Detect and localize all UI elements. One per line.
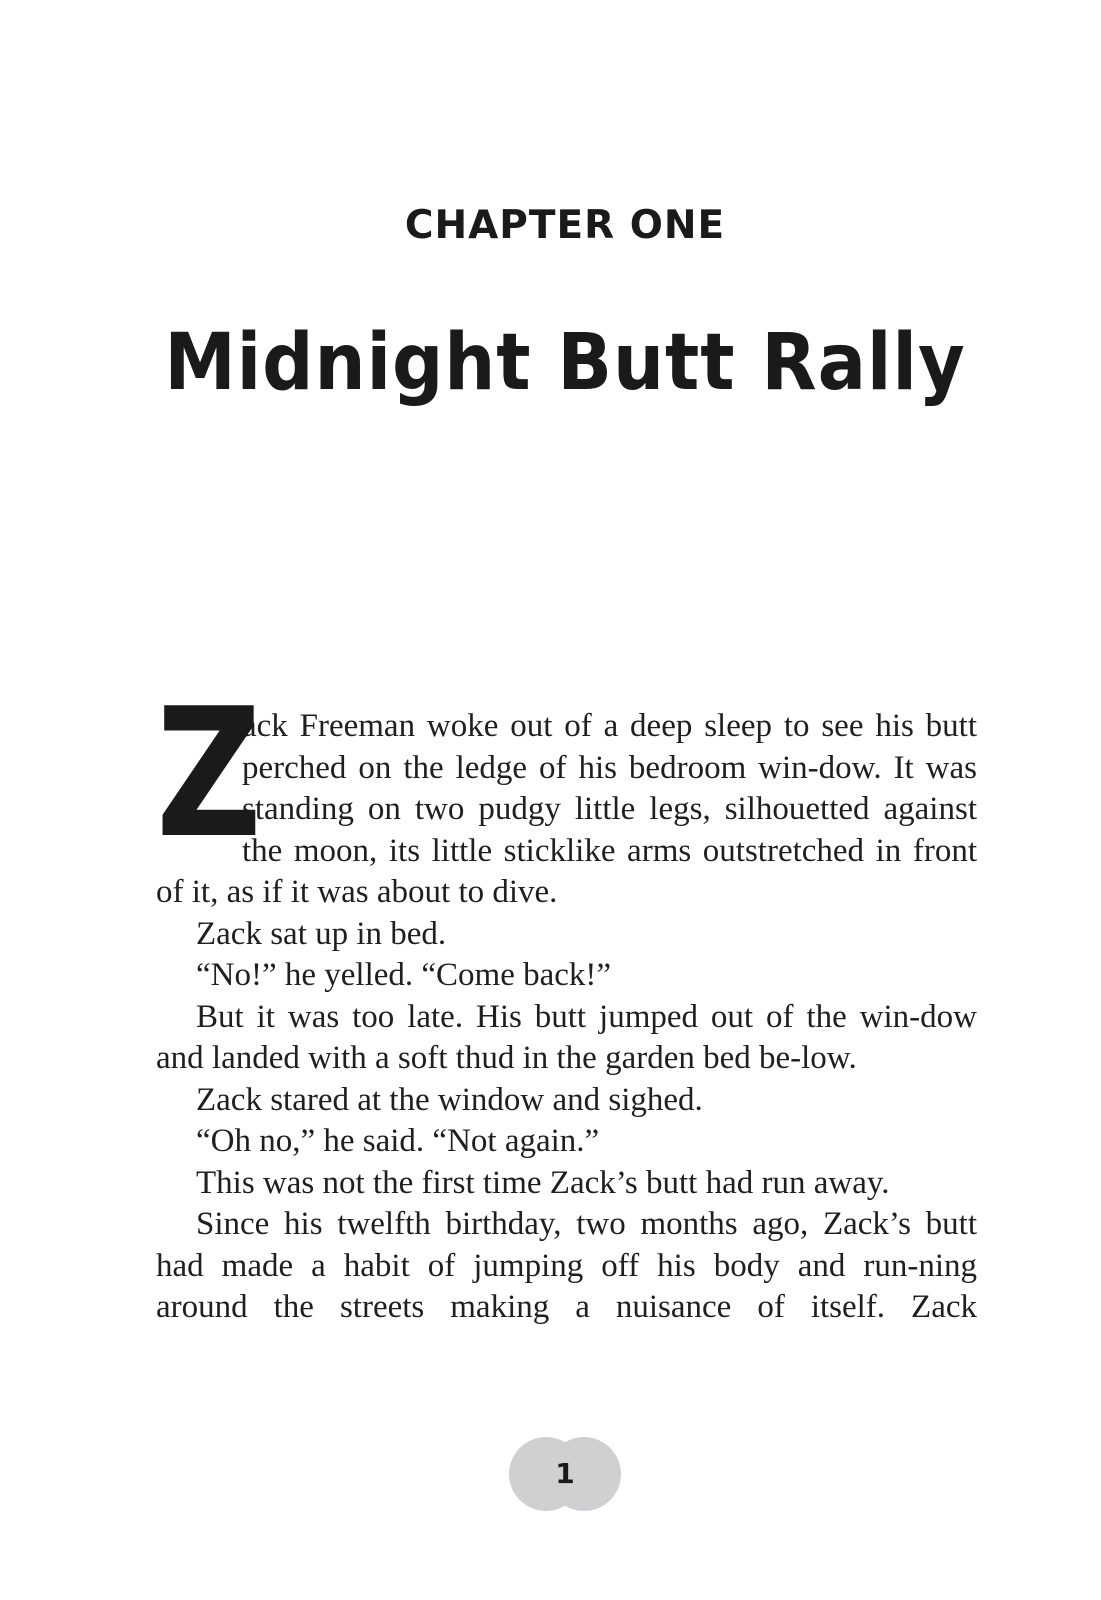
paragraph-1-text: ack Freeman woke out of a deep sleep to see his butt perched on the ledge of his bedroom win-dow. It was standing on two pudgy little legs, silhouetted against the moon, its little sticklike arms outstretched in front of it, as if it was about to dive. <box>156 708 977 910</box>
chapter-title: Midnight Butt Rally <box>164 318 966 408</box>
paragraph-3: “No!” he yelled. “Come back!” <box>196 957 612 993</box>
paragraph-2: Zack sat up in bed. <box>196 915 447 952</box>
paragraph-4: But it was too late. His butt jumped out of the win-dow and landed with a soft thud in the garden bed be-low. <box>156 998 977 1076</box>
page-number-badge <box>509 1437 621 1511</box>
paragraph-7: This was not the first time Zack’s butt had run away. <box>196 1164 890 1201</box>
paragraph-8: Since his twelfth birthday, two months ago, Zack’s butt had made a habit of jumping off his body and run-ning around the streets making a nuisance of itself. Zack <box>156 1206 977 1325</box>
drop-cap: Z <box>156 670 262 877</box>
paragraph-5: Zack stared at the window and sighed. <box>196 1081 703 1118</box>
body-text <box>156 670 977 1329</box>
page-number: 1 <box>555 1457 575 1490</box>
chapter-label: CHAPTER ONE <box>404 203 726 248</box>
paragraph-1 <box>156 670 977 914</box>
paragraph-6: “Oh no,” he said. “Not again.” <box>196 1123 600 1159</box>
